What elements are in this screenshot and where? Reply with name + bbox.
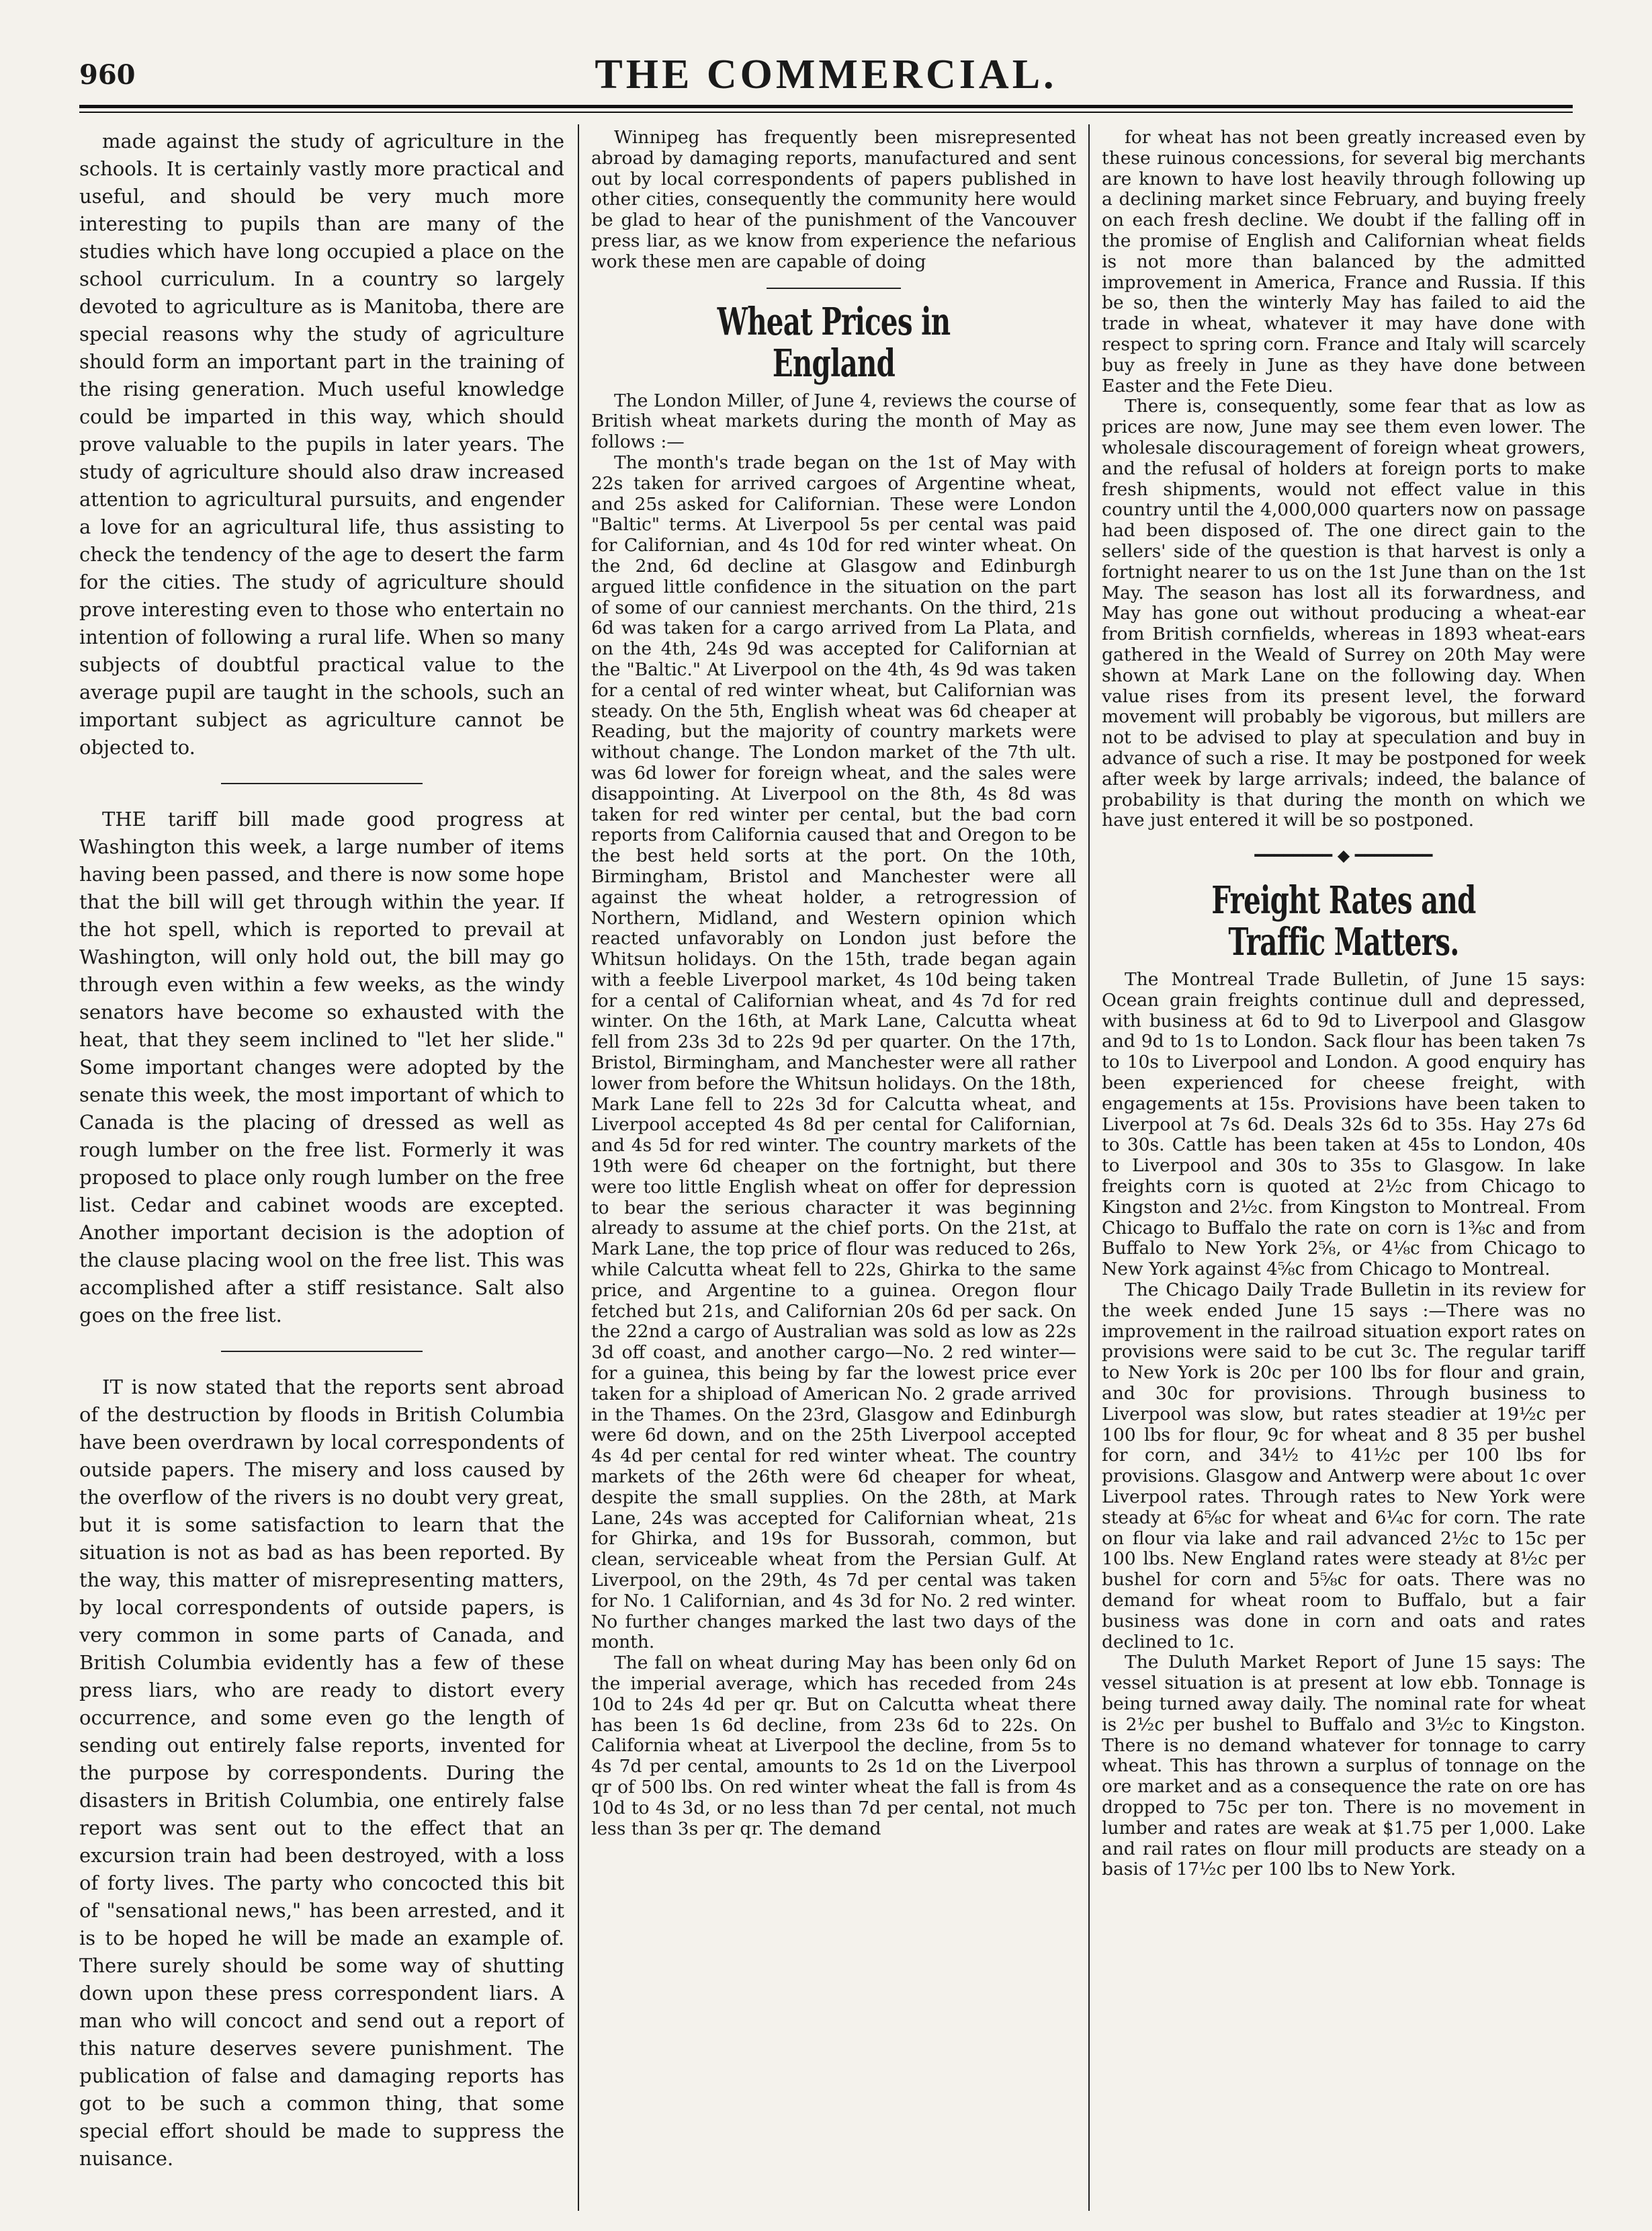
article-separator bbox=[221, 783, 423, 784]
article-paragraph: The Duluth Market Report of June 15 says: The vessel situation is at present at low ebb. Tonnage is being turned away daily. The nominal rate for wheat is 2½c per bushel to Buffalo and 3½c to Kingston. There is no demand whatever for tonnage to carry wheat. This has thrown a surplus of tonnage on the ore market and as a consequence the rate on ore has dropped to 75c per ton. There is no movement in lumber and rates are weak at $1.75 per 1,000. Lake and rail rates on flour mill products are steady on a basis of 17½c per 100 lbs to New York. bbox=[1102, 1652, 1585, 1880]
section-heading: Freight Rates and Traffic Matters. bbox=[1211, 878, 1476, 965]
page-number: 960 bbox=[79, 59, 136, 91]
article-paragraph: IT is now stated that the reports sent abroad of the destruction by floods in British Columbia have been overdrawn by local correspondents of outside papers. The misery and loss caused by the overflow of the rivers is no doubt very great, but it is some satisfaction to learn that the situation is not as bad as has been reported. By the way, this matter of misrepresenting matters, by local correspondents of outside papers, is very common in some parts of Canada, and British Columbia evidently has a few of these press liars, who are ready to distort every occurrence, and some even go the length of sending out entirely false reports, invented for the purpose by correspondents. During the disasters in British Columbia, one entirely false report was sent out to the effect that an excursion train had been destroyed, with a loss of forty lives. The party who concocted this bit of "sensational news," has been arrested, and it is to be hoped he will be made an example of. There surely should be some way of shutting down upon these press correspondent liars. A man who will concoct and send out a report of this nature deserves severe punishment. The publication of false and damaging reports has got to be such a common thing, that some special effort should be made to suppress the nuisance. bbox=[79, 1376, 564, 2170]
article-paragraph: made against the study of agriculture in the schools. It is certainly vastly more practical and useful, and should be very much more interesting to pupils than are many of the studies which have long occupied a place on the school curriculum. In a country so largely devoted to agriculture as is Manitoba, there are special reasons why the study of agriculture should form an important part in the training of the rising generation. Much useful knowledge could be imparted in this way, which should prove valuable to the pupils in later years. The study of agriculture should also draw increased attention to agricultural pursuits, and engender a love for an agricultural life, thus assisting to check the tendency of the age to desert the farm for the cities. The study of agriculture should prove interesting even to those who entertain no intention of following a rural life. When so many subjects of doubtful practical value to the average pupil are taught in the schools, such an important subject as agriculture cannot be objected to. bbox=[79, 130, 564, 759]
section-heading: Wheat Prices in England bbox=[717, 299, 951, 386]
article-paragraph: Winnipeg has frequently been misrepresented abroad by damaging reports, manufactured and sent out by local correspondents of papers published in other cities, consequently the community here would be glad to hear of the punishment of the Vancouver press liar, as we know from experience the nefarious work these men are capable of doing bbox=[591, 128, 1076, 272]
article-paragraph: The London Miller, of June 4, reviews the course of British wheat markets during the month of May as follows :— bbox=[591, 390, 1076, 453]
article-paragraph: THE tariff bill made good progress at Washington this week, a large number of items having been passed, and there is now some hope that the bill will get through within the year. If the hot spell, which is reported to prevail at Washington, will only hold out, the bill may go through even within a few weeks, as the windy senators have become so exhausted with the heat, that they seem inclined to "let her slide." Some important changes were adopted by the senate this week, the most important of which to Canada is the placing of dressed as well as rough lumber on the free list. Formerly it was proposed to place only rough lumber on the free list. Cedar and cabinet woods are excepted. Another important decision is the adoption of the clause placing wool on the free list. This was accomplished after a stiff resistance. Salt also goes on the free list. bbox=[79, 808, 564, 1327]
article-paragraph: The Montreal Trade Bulletin, of June 15 says: Ocean grain freights continue dull and depressed, with business at 6d to 9d to Liverpool and Glasgow and 9d to 1s to London. Sack flour has been taken 7s to 10s to Liverpool and London. A good enquiry has been experienced for cheese freight, with engagements at 15s. Provisions have been taken to Liverpool at 7s 6d. Deals 32s 6d to 35s. Hay 27s 6d to 30s. Cattle has been taken at 45s to London, 40s to Liverpool and 30s to 35s to Glasgow. In lake freights corn is quoted at 2½c from Chicago to Kingston and 2½c. from Kingston to Montreal. From Chicago to Buffalo the rate on corn is 1⅜c and from Buffalo to New York 2⅝, or 4⅛c from Chicago to New York against 4⅝c from Chicago to Montreal. bbox=[1102, 969, 1585, 1280]
article-paragraph: The Chicago Daily Trade Bulletin in its review for the week ended June 15 says :—There was no improvement in the railroad situation export rates on provisions were said to be cut 3c. The regular tariff to New York is 20c per 100 lbs for flour and grain, and 30c for provisions. Through business to Liverpool was slow, but rates steadier at 19½c per 100 lbs for flour, 9c for wheat and 8 35 per bushel for corn, and 34½ to 41½c per 100 lbs for provisions. Glasgow and Antwerp were about 1c over Liverpool rates. Through rates to New York were steady at 6⅝c for wheat and 6¼c for corn. The rate on flour via lake and rail advanced 2½c to 15c per 100 lbs. New England rates were steady at 8½c per bushel for corn and 5⅝c for oats. There was no demand for wheat room to Buffalo, but a fair business was done in corn and oats and rates declined to 1c. bbox=[1102, 1279, 1585, 1652]
article-paragraph: The fall on wheat during May has been only 6d on the imperial average, which has receded from 24s 10d to 24s 4d per qr. But on Calcutta wheat there has been 1s 6d decline, from 23s 6d to 22s. On California wheat at Liverpool the decline, from 5s to 4s 7d per cental, amounts to 2s 1d on the Liverpool qr of 500 lbs. On red winter wheat the fall is from 4s 10d to 4s 3d, or no less than 7d per cental, not much less than 3s per qr. The demand bbox=[591, 1652, 1076, 1839]
article-separator bbox=[767, 288, 901, 289]
article-separator bbox=[221, 1351, 423, 1352]
article-paragraph: There is, consequently, some fear that as low as prices are now, June may see them even lower. The wholesale discouragement of foreign wheat growers, and the refusal of holders at foreign ports to make fresh shipments, would not effect value in this country until the 4,000,000 quarters now on passage had been disposed of. The one direct gain to the sellers' side of the question is that harvest is only a fortnight nearer to us on the 1st June than on the 1st May. The season has lost all its forwardness, and May has gone out without producing a wheat-ear from British cornfields, whereas in 1893 wheat-ears gathered in the Weald of Surrey on 20th May were shown at Mark Lane on the following day. When value rises from its present level, the forward movement will probably be vigorous, but millers are not to be advised to play at speculation and buy in advance of such a rise. It may be postponed for week after week by large arrivals; indeed, the balance of probability is that during the month on which we have just entered it will be so postponed. bbox=[1102, 396, 1585, 831]
column-divider bbox=[578, 124, 579, 2211]
ornament-divider-icon: ━━━━━━━━ ◆ ━━━━━━━━ bbox=[1254, 846, 1433, 866]
column-left bbox=[79, 128, 564, 2211]
article-paragraph: for wheat has not been greatly increased even by these ruinous concessions, for several big merchants are known to have lost heavily through following up a declining market since February, and buying freely on each fresh decline. We doubt if the falling off in the promise of English and Californian wheat fields is not more than balanced by the admitted improvement in America, France and Russia. If this be so, then the winterly May has failed to aid the trade in wheat, whatever it may have done with respect to spring corn. France and Italy will scarcely buy as freely in June as they have done between Easter and the Fete Dieu. bbox=[1102, 128, 1585, 396]
column-middle bbox=[591, 128, 1076, 2211]
header-rule bbox=[79, 105, 1573, 108]
header-rule-thin bbox=[79, 112, 1573, 113]
column-right bbox=[1102, 128, 1585, 2211]
masthead: THE COMMERCIAL. bbox=[595, 52, 1057, 97]
article-paragraph: The month's trade began on the 1st of May with 22s taken for arrived cargoes of Argentine wheat, and 25s asked for Californian. These were London "Baltic" terms. At Liverpool 5s per cental was paid for Californian, and 4s 10d for red winter wheat. On the 2nd, 6d decline at Glasgow and Edinburgh argued little confidence in the situation on the part of some of our canniest merchants. On the third, 21s 6d was taken for a cargo arrived from La Plata, and on the 4th, 24s 9d was accepted for Californian at the "Baltic." At Liverpool on the 4th, 4s 9d was taken for a cental of red winter wheat, but Californian was steady. On the 5th, English wheat was 6d cheaper at Reading, but the majority of country markets were without change. The London market of the 7th ult. was 6d lower for foreign wheat, and the sales were disappointing. At Liverpool on the 8th, 4s 8d was taken for red winter per cental, but the bad corn reports from California caused that and Oregon to be the best held sorts at the port. On the 10th, Birmingham, Bristol and Manchester were all against the wheat holder, a retrogression of Northern, Midland, and Western opinion which reacted unfavorably on London just before the Whitsun holidays. On the 15th, trade began again with a feeble Liverpool market, 4s 10d being taken for a cental of Californian wheat, and 4s 7d for red winter. On the 16th, at Mark Lane, Calcutta wheat fell from 23s 3d to 22s 9d per quarter. On the 17th, Bristol, Birmingham, and Manchester were all rather lower from before the Whitsun holidays. On the 18th, Mark Lane fell to 22s 3d for Calcutta wheat, and Liverpool accepted 4s 8d per cental for Californian, and 4s 5d for red winter. The country markets of the 19th were 6d cheaper on the fortnight, but there were too little English wheat on offer for depression to bear the serious character it was beginning already to assume at the chief ports. On the 21st, at Mark Lane, the top price of flour was reduced to 26s, while Calcutta wheat fell to 22s, Ghirka to the same price, and Argentine to a guinea. Oregon flour fetched but 21s, and Californian 20s 6d per sack. On the 22nd a cargo of Australian was sold as low as 22s 3d off coast, and another cargo—No. 2 red winter—for a guinea, this being by far the lowest price ever taken for a shipload of American No. 2 grade arrived in the Thames. On the 23rd, Glasgow and Edinburgh were 6d down, and on the 25th Liverpool accepted 4s 4d per cental for red winter wheat. The country markets of the 26th were 6d cheaper for wheat, despite the small supplies. On the 28th, at Mark Lane, 24s was accepted for Californian wheat, 21s for Ghirka, and 19s for Bussorah, common, but clean, serviceable wheat from the Persian Gulf. At Liverpool, on the 29th, 4s 7d per cental was taken for No. 1 Californian, and 4s 3d for No. 2 red winter. No further changes marked the last two days of the month. bbox=[591, 452, 1076, 1653]
column-divider bbox=[1088, 124, 1090, 2211]
